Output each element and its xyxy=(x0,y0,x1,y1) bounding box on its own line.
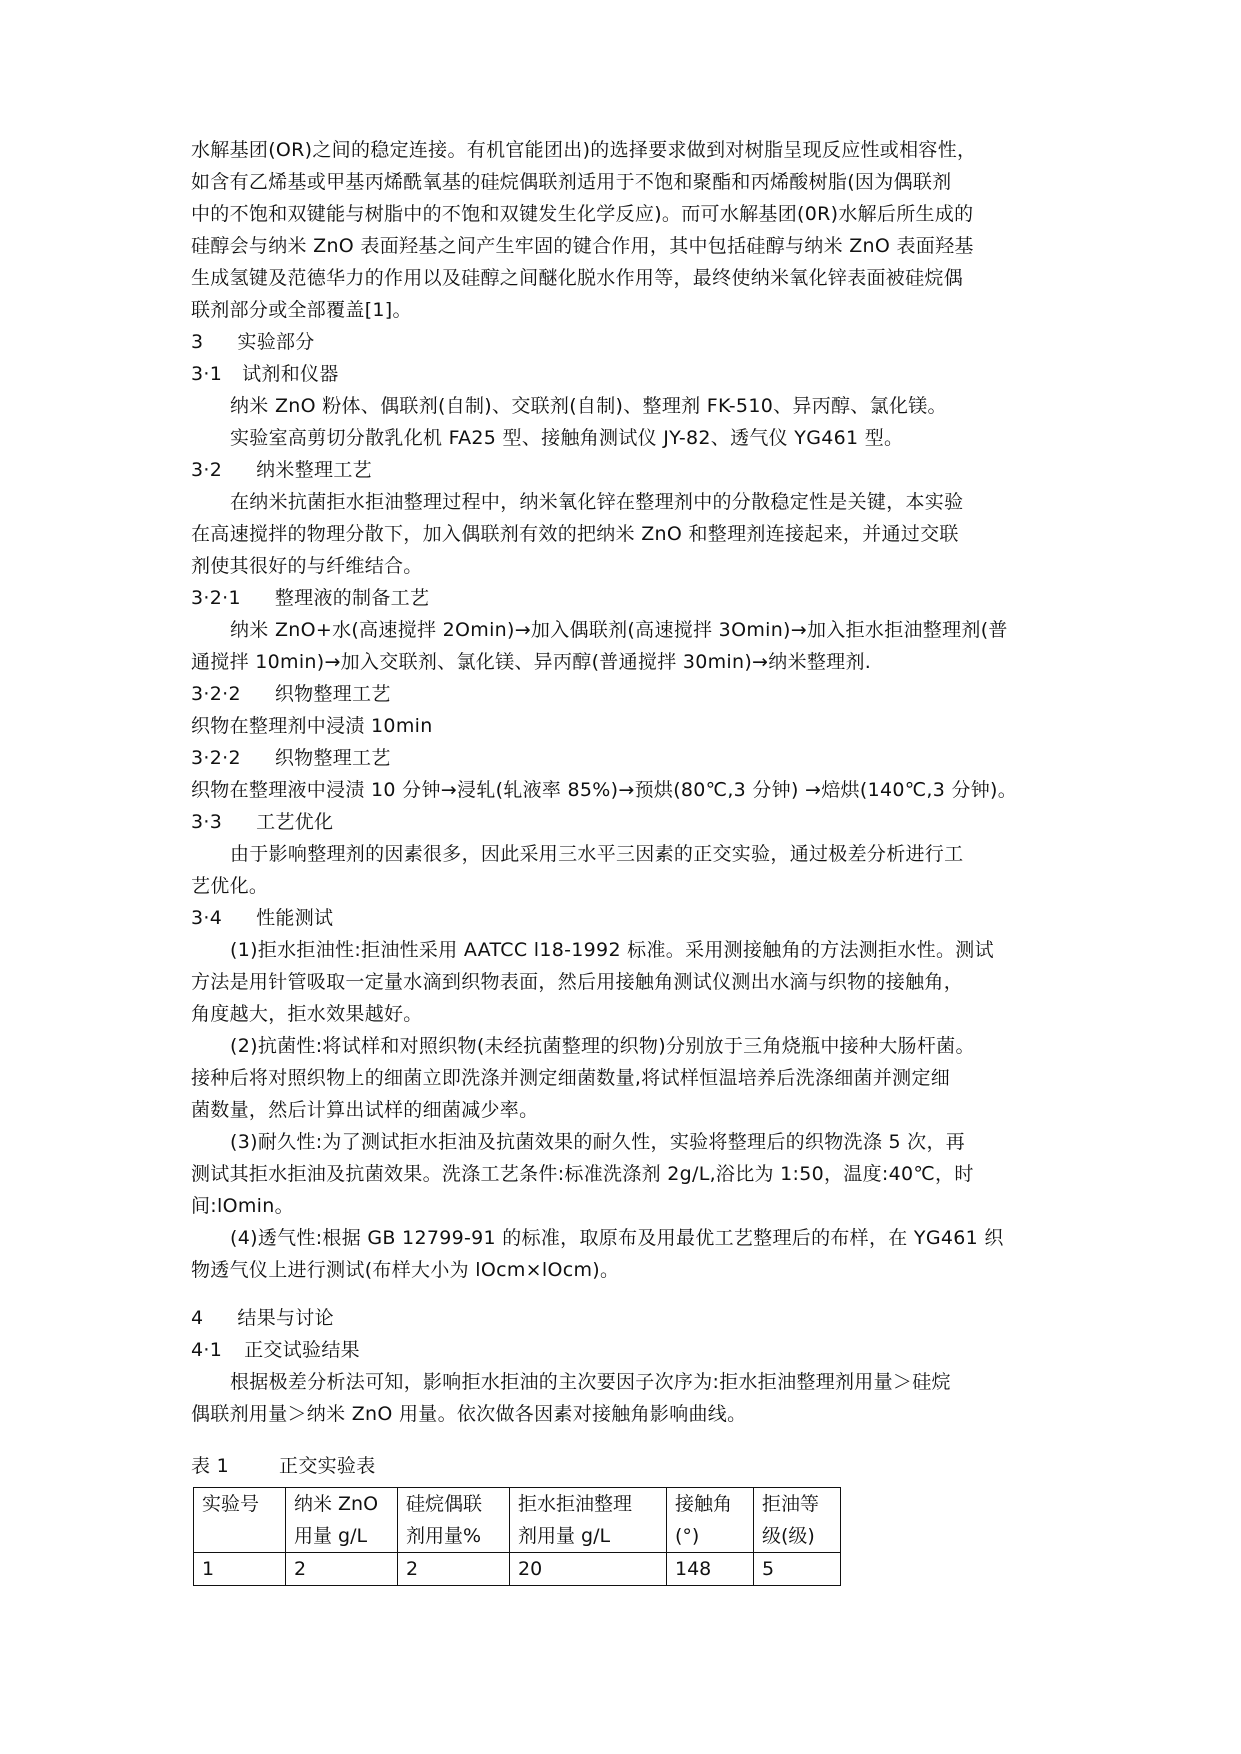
section-number: 4 xyxy=(191,1307,204,1329)
table-header-cell: 拒油等 级(级) xyxy=(754,1488,841,1553)
body-line: 在高速搅拌的物理分散下，加入偶联剂有效的把纳米 ZnO 和整理剂连接起来，并通过交联 xyxy=(191,523,959,545)
subsection-heading xyxy=(191,358,339,390)
table-cell: 2 xyxy=(398,1553,510,1586)
table-title: 正交实验表 xyxy=(279,1455,376,1477)
table-header-cell: 纳米 ZnO 用量 g/L xyxy=(286,1488,398,1553)
section-title: 试剂和仪器 xyxy=(242,363,339,385)
table-caption xyxy=(191,1450,376,1482)
body-line: 生成氢键及范德华力的作用以及硅醇之间醚化脱水作用等，最终使纳米氧化锌表面被硅烷偶 xyxy=(191,267,964,289)
orthogonal-table xyxy=(193,1487,841,1586)
table-row xyxy=(194,1553,841,1586)
body-line: (3)耐久性:为了测试拒水拒油及抗菌效果的耐久性，实验将整理后的织物洗涤 5 次，再 xyxy=(230,1131,966,1153)
subsection-heading xyxy=(191,678,391,710)
body-line: 物透气仪上进行测试(布样大小为 lOcm×lOcm)。 xyxy=(191,1259,620,1281)
body-line: 偶联剂用量＞纳米 ZnO 用量。依次做各因素对接触角影响曲线。 xyxy=(191,1403,747,1425)
subsection-heading xyxy=(191,902,333,934)
body-line: 根据极差分析法可知，影响拒水拒油的主次要因子次序为:拒水拒油整理剂用量＞硅烷 xyxy=(230,1371,951,1393)
body-line: (4)透气性:根据 GB 12799-91 的标准，取原布及用最优工艺整理后的布样，在 YG461 织 xyxy=(230,1227,1004,1249)
table-header-row xyxy=(194,1488,841,1553)
table-header-cell: 实验号 xyxy=(194,1488,286,1553)
body-line: 织物在整理剂中浸渍 10min xyxy=(191,715,433,737)
body-line: 艺优化。 xyxy=(191,875,269,897)
body-line: 纳米 ZnO 粉体、偶联剂(自制)、交联剂(自制)、整理剂 FK-510、异丙醇、氯化镁。 xyxy=(230,395,947,417)
body-line: 纳米 ZnO+水(高速搅拌 2Omin)→加入偶联剂(高速搅拌 3Omin)→加入拒水拒油整理剂(普 xyxy=(230,619,1008,641)
body-line: 间:lOmin。 xyxy=(191,1195,294,1217)
subsection-heading xyxy=(191,806,333,838)
subsection-heading xyxy=(191,1334,360,1366)
section-title: 实验部分 xyxy=(237,331,315,353)
section-number: 3·2·2 xyxy=(191,683,241,705)
table-header-cell: 硅烷偶联 剂用量% xyxy=(398,1488,510,1553)
section-title: 整理液的制备工艺 xyxy=(274,587,430,609)
body-line: (1)拒水拒油性:拒油性采用 AATCC l18-1992 标准。采用测接触角的方法测拒水性。测试 xyxy=(230,939,994,961)
section-number: 3·3 xyxy=(191,811,223,833)
section-heading xyxy=(191,326,315,358)
body-line: (2)抗菌性:将试样和对照织物(未经抗菌整理的织物)分别放于三角烧瓶中接种大肠杆菌。 xyxy=(230,1035,975,1057)
section-number: 3·2·2 xyxy=(191,747,241,769)
table-number: 表 1 xyxy=(191,1455,230,1477)
table-header-cell: 拒水拒油整理 剂用量 g/L xyxy=(510,1488,667,1553)
body-line: 通搅拌 10min)→加入交联剂、氯化镁、异丙醇(普通搅拌 30min)→纳米整理剂. xyxy=(191,651,872,673)
body-line: 中的不饱和双键能与树脂中的不饱和双键发生化学反应)。而可水解基团(0R)水解后所生成的 xyxy=(191,203,974,225)
body-line: 由于影响整理剂的因素很多，因此采用三水平三因素的正交实验，通过极差分析进行工 xyxy=(230,843,964,865)
body-line: 测试其拒水拒油及抗菌效果。洗涤工艺条件:标准洗涤剂 2g/L,浴比为 1:50，温度:40℃，时 xyxy=(191,1163,974,1185)
table-cell: 20 xyxy=(510,1553,667,1586)
subsection-heading xyxy=(191,454,372,486)
table-header-cell: 接触角 (°) xyxy=(667,1488,754,1553)
section-title: 结果与讨论 xyxy=(237,1307,334,1329)
body-line: 菌数量，然后计算出试样的细菌减少率。 xyxy=(191,1099,539,1121)
body-line: 硅醇会与纳米 ZnO 表面羟基之间产生牢固的键合作用，其中包括硅醇与纳米 ZnO 表面羟基 xyxy=(191,235,974,257)
table-cell: 1 xyxy=(194,1553,286,1586)
body-line: 实验室高剪切分散乳化机 FA25 型、接触角测试仪 JY-82、透气仪 YG461 型。 xyxy=(230,427,904,449)
body-line: 方法是用针管吸取一定量水滴到织物表面，然后用接触角测试仪测出水滴与织物的接触角， xyxy=(191,971,964,993)
section-number: 3·2 xyxy=(191,459,223,481)
body-line: 如含有乙烯基或甲基丙烯酰氧基的硅烷偶联剂适用于不饱和聚酯和丙烯酸树脂(因为偶联剂 xyxy=(191,171,952,193)
body-line: 接种后将对照织物上的细菌立即洗涤并测定细菌数量,将试样恒温培养后洗涤细菌并测定细 xyxy=(191,1067,951,1089)
body-line: 在纳米抗菌拒水拒油整理过程中，纳米氧化锌在整理剂中的分散稳定性是关键，本实验 xyxy=(230,491,964,513)
section-number: 3·2·1 xyxy=(191,587,241,609)
section-number: 3·4 xyxy=(191,907,223,929)
table-cell: 148 xyxy=(667,1553,754,1586)
body-line: 剂使其很好的与纤维结合。 xyxy=(191,555,423,577)
body-line: 水解基团(OR)之间的稳定连接。有机官能团出)的选择要求做到对树脂呈现反应性或相容性， xyxy=(191,139,977,161)
section-title: 织物整理工艺 xyxy=(274,683,391,705)
section-number: 3 xyxy=(191,331,204,353)
table-cell: 2 xyxy=(286,1553,398,1586)
subsection-heading xyxy=(191,582,429,614)
body-line: 联剂部分或全部覆盖[1]。 xyxy=(191,299,412,321)
section-heading xyxy=(191,1302,334,1334)
body-line: 织物在整理液中浸渍 10 分钟→浸轧(轧液率 85%)→预烘(80℃,3 分钟) →焙烘(140℃,3 分钟)。 xyxy=(191,779,1018,801)
section-title: 纳米整理工艺 xyxy=(256,459,372,481)
section-number: 3·1 xyxy=(191,363,223,385)
section-title: 织物整理工艺 xyxy=(274,747,391,769)
table-cell: 5 xyxy=(754,1553,841,1586)
section-title: 性能测试 xyxy=(256,907,334,929)
body-line: 角度越大，拒水效果越好。 xyxy=(191,1003,423,1025)
section-number: 4·1 xyxy=(191,1339,223,1361)
subsection-heading xyxy=(191,742,391,774)
section-title: 正交试验结果 xyxy=(244,1339,360,1361)
section-title: 工艺优化 xyxy=(256,811,334,833)
